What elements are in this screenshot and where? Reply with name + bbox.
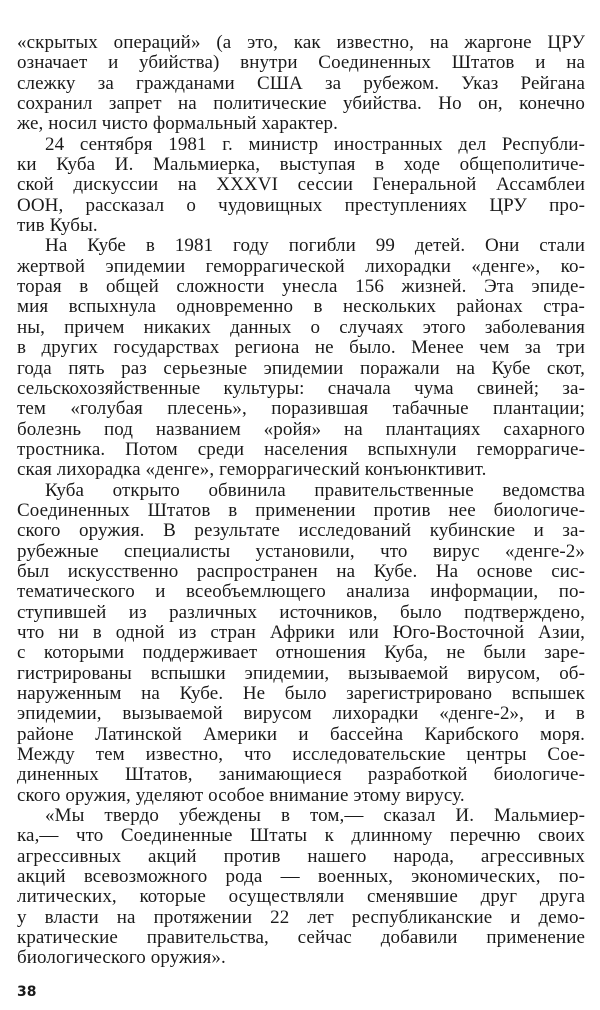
text-line: ООН, рассказал о чудовищных преступлениях ЦРУ про-: [17, 194, 585, 216]
paragraph: [17, 481, 585, 807]
text-line: тив Кубы.: [17, 215, 98, 237]
text-line: болезнь под названием «ройя» на плантациях сахарного: [17, 418, 585, 440]
text-line: 24 сентября 1981 г. министр иностранных дел Республи-: [45, 133, 585, 155]
text-line: же, носил чисто формальный характер.: [17, 113, 338, 135]
text-line: означает и убийства) внутри Соединенных Штатов и на: [17, 52, 585, 74]
paragraph: [17, 33, 585, 135]
paragraph: [17, 806, 585, 969]
paragraph: [17, 135, 585, 237]
text-line: рубежные специалисты установили, что вирус «денге-2»: [17, 540, 585, 562]
page-number: 38: [17, 984, 37, 1000]
text-line: Куба открыто обвинила правительственные ведомства: [45, 479, 585, 501]
text-line: Между тем известно, что исследовательские центры Сое-: [17, 744, 585, 766]
text-line: диненных Штатов, занимающиеся разработкой биологиче-: [17, 764, 585, 786]
text-line: ского оружия, уделяют особое внимание этому вирусу.: [17, 784, 465, 806]
text-line: гистрированы вспышки эпидемии, вызываемой вирусом, об-: [17, 662, 585, 684]
text-line: был искусственно распространен на Кубе. На основе сис-: [17, 560, 585, 582]
text-line: «Мы твердо убеждены в том,— сказал И. Мальмиер-: [45, 805, 585, 827]
text-line: Соединенных Штатов в применении против нее биологиче-: [17, 499, 585, 521]
text-line: ской дискуссии на XXXVI сессии Генеральной Ассамблеи: [17, 174, 585, 196]
text-line: ская лихорадка «денге», геморрагический конъюнктивит.: [17, 459, 487, 481]
text-line: агрессивных акций против нашего народа, агрессивных: [17, 845, 585, 867]
text-line: что ни в одной из стран Африки или Юго-Восточной Азии,: [17, 621, 585, 643]
text-line: На Кубе в 1981 году погибли 99 детей. Они стали: [45, 235, 585, 257]
text-line: ского оружия. В результате исследований кубинские и за-: [17, 520, 585, 542]
text-line: наруженным на Кубе. Не было зарегистрировано вспышек: [17, 683, 585, 704]
text-line: тематического и всеобъемлющего анализа информации, по-: [17, 581, 585, 603]
text-line: слежку за гражданами США за рубежом. Указ Рейгана: [17, 72, 585, 94]
text-line: в других государствах региона не было. Менее чем за три: [17, 337, 585, 359]
text-line: у власти на протяжении 22 лет республиканские и демо-: [17, 906, 585, 928]
text-line: ка,— что Соединенные Штаты к длинному перечню своих: [17, 825, 585, 847]
text-line: жертвой эпидемии геморрагической лихорадки «денге», ко-: [17, 255, 585, 277]
text-line: «скрытых операций» (а это, как известно, на жаргоне ЦРУ: [17, 32, 585, 53]
body-text: [17, 33, 585, 969]
text-line: торая в общей сложности унесла 156 жизней. Эта эпиде-: [17, 276, 585, 298]
text-line: тем «голубая плесень», поразившая табачные плантации;: [17, 398, 585, 420]
text-line: сохранил запрет на политические убийства. Но он, конечно: [17, 93, 585, 115]
text-line: тростника. Потом среди населения вспыхнули геморрагиче-: [17, 438, 585, 460]
text-line: литических, которые осуществляли сменявшие друг друга: [17, 886, 585, 908]
text-line: года пять раз серьезные эпидемии поражали на Кубе скот,: [17, 357, 585, 379]
paragraph: [17, 236, 585, 480]
text-line: эпидемии, вызываемой вирусом лихорадки «денге-2», и в: [17, 703, 585, 725]
text-line: мия вспыхнула одновременно в нескольких районах стра-: [17, 296, 585, 318]
text-line: районе Латинской Америки и бассейна Карибского моря.: [17, 723, 585, 745]
text-line: с которыми поддерживает отношения Куба, не были заре-: [17, 642, 585, 664]
text-line: сельскохозяйственные культуры: сначала чума свиней; за-: [17, 377, 585, 399]
text-line: ны, причем никаких данных о случаях этого заболевания: [17, 316, 585, 338]
text-line: акций всевозможного рода — военных, экономических, по-: [17, 866, 585, 888]
text-line: ступившей из различных источников, было подтверждено,: [17, 601, 585, 623]
text-line: биологического оружия».: [17, 947, 226, 969]
text-line: ки Куба И. Мальмиерка, выступая в ходе общеполитиче-: [17, 154, 585, 176]
text-line: кратические правительства, сейчас добавили применение: [17, 927, 585, 949]
